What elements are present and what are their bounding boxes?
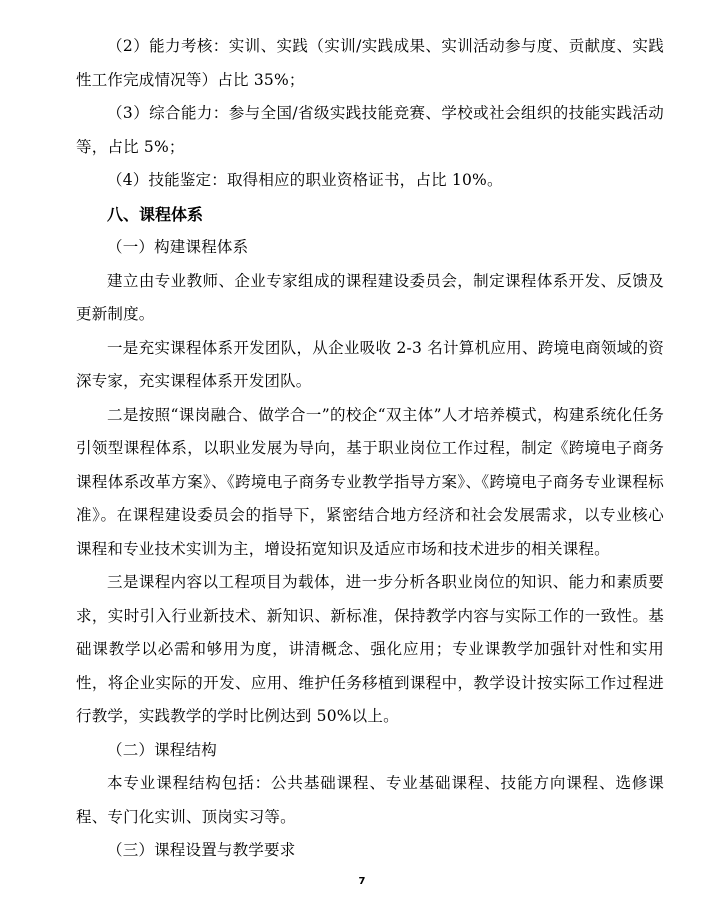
subheading-build-curriculum: （一）构建课程体系 xyxy=(107,238,249,256)
paragraph-ability-assessment: （2）能力考核：实训、实践（实训/实践成果、实训活动参与度、贡献度、实践性工作完成情况等）占比 35%； xyxy=(76,37,664,89)
subheading-course-setting: （三）课程设置与教学要求 xyxy=(107,841,296,859)
page-number: 7 xyxy=(358,876,366,887)
paragraph-skill-appraisal: （4）技能鉴定：取得相应的职业资格证书，占比 10%。 xyxy=(107,171,503,189)
paragraph-committee: 建立由专业教师、企业专家组成的课程建设委员会，制定课程体系开发、反馈及更新制度。 xyxy=(76,271,664,323)
paragraph-point-one: 一是充实课程体系开发团队，从企业吸收 2-3 名计算机应用、跨境电商领域的资深专家，充实课程体系开发团队。 xyxy=(76,338,664,390)
paragraph-comprehensive-ability: （3）综合能力：参与全国/省级实践技能竞赛、学校或社会组织的技能实践活动等，占比 5%； xyxy=(76,104,664,156)
section-heading-curriculum-system: 八、课程体系 xyxy=(107,204,204,224)
subheading-course-structure: （二）课程结构 xyxy=(107,740,217,759)
paragraph-point-two: 二是按照“课岗融合、做学合一”的校企“双主体”人才培养模式，构建系统化任务引领型课程体系，以职业发展为导向，基于职业岗位工作过程，制定《跨境电子商务课程体系改革方案》、《跨境电子商务专业教学指导方案》、《跨境电子商务专业课程标准》。在课程建设委员会的指导下，紧密结合地方经济和社会发展需求，以专业核心课程和专业技术实训为主，增设拓宽知识及适应市场和技术进步的相关课程。 xyxy=(76,405,664,558)
paragraph-point-three: 三是课程内容以工程项目为载体，进一步分析各职业岗位的知识、能力和素质要求，实时引入行业新技术、新知识、新标准，保持教学内容与实际工作的一致性。基础课教学以必需和够用为度，讲清概念、强化应用；专业课教学加强针对性和实用性，将企业实际的开发、应用、维护任务移植到课程中，教学设计按实际工作过程进行教学，实践教学的学时比例达到 50%以上。 xyxy=(76,573,664,725)
paragraph-course-structure: 本专业课程结构包括：公共基础课程、专业基础课程、技能方向课程、选修课程、专门化实训、顶岗实习等。 xyxy=(76,774,664,826)
document-body xyxy=(76,30,664,868)
